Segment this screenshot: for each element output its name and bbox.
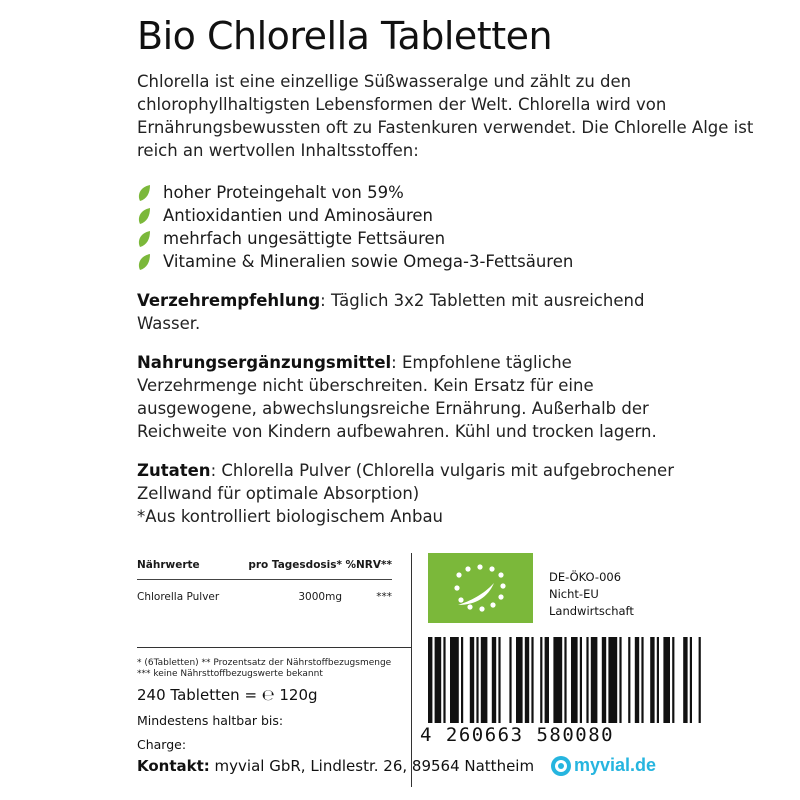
list-item-label: Vitamine & Mineralien sowie Omega-3-Fettsäuren	[163, 252, 574, 271]
best-before-label: Mindestens haltbar bis:	[137, 713, 284, 728]
ingredients-line	[137, 459, 677, 505]
brand-icon	[551, 756, 571, 776]
barcode-icon	[426, 637, 778, 727]
eu-organic-leaf-icon	[428, 553, 533, 623]
leaf-icon	[137, 184, 151, 202]
list-item	[137, 181, 573, 204]
ingredients-label: Zutaten	[137, 461, 211, 480]
brand-logo	[551, 755, 656, 776]
leaf-icon	[137, 230, 151, 248]
contact-line	[137, 757, 534, 775]
ingredients-section	[137, 459, 677, 528]
leaf-icon	[137, 253, 151, 271]
supplement-text: : Empfohlene tägliche Verzehrmenge nicht überschreiten. Kein Ersatz für eine ausgewogene, abwechslungsreiche Ernährung. Außerhalb der Reichweite von Kindern aufbewahren. Kühl und trocken lagern.	[137, 353, 657, 441]
net-quantity: 240 Tabletten = ℮ 120g	[137, 686, 318, 704]
brand-name: myvial.de	[574, 755, 657, 775]
cert-agriculture: Landwirtschaft	[549, 604, 634, 618]
header-daily-dose: pro Tagesdosis*	[248, 559, 342, 571]
nutrition-table	[137, 555, 392, 614]
footnote-2: *** keine Nährsttoffbezugswerte bekannt	[137, 669, 323, 679]
list-item-label: mehrfach ungesättigte Fettsäuren	[163, 229, 446, 248]
intro-text: Chlorella ist eine einzellige Süßwasseralge und zählt zu den chlorophyllhaltigsten Lebensformen der Welt. Chlorella wird von Ernährungsbewussten oft zu Fastenkuren verwendet. Die Chlorelle Alge ist reich an wertvollen Inhaltsstoffen:	[137, 72, 754, 160]
header-nutrient: Nährwerte	[137, 559, 200, 571]
organic-certification	[549, 569, 634, 620]
ingredients-text: : Chlorella Pulver (Chlorella vulgaris mit aufgebrochener Zellwand für optimale Absorption)	[137, 461, 674, 503]
table-header	[137, 555, 392, 575]
vertical-divider	[411, 553, 412, 787]
table-row	[137, 580, 392, 614]
charge-label: Charge:	[137, 737, 187, 752]
cert-origin: Nicht-EU	[549, 587, 599, 601]
cell-nutrient: Chlorella Pulver	[137, 591, 220, 603]
supplement-notice	[137, 351, 677, 443]
list-item-label: Antioxidantien und Aminosäuren	[163, 206, 434, 225]
usage-text: : Täglich 3x2 Tabletten mit ausreichend Wasser.	[137, 291, 645, 333]
list-item	[137, 227, 573, 250]
cell-nrv: ***	[376, 591, 392, 603]
list-item	[137, 250, 573, 273]
leaf-icon	[137, 207, 151, 225]
contact-label: Kontakt:	[137, 757, 210, 775]
barcode-number: 4 260663 580080	[420, 724, 615, 746]
page-title: Bio Chlorella Tabletten	[137, 14, 553, 58]
list-item-label: hoher Proteingehalt von 59%	[163, 183, 404, 202]
footnote-1: * (6Tabletten) ** Prozentsatz der Nährstoffbezugsmenge	[137, 658, 392, 668]
supplement-label: Nahrungsergänzungsmittel	[137, 353, 392, 372]
list-item	[137, 204, 573, 227]
usage-label: Verzehrempfehlung	[137, 291, 321, 310]
cert-code: DE-ÖKO-006	[549, 570, 622, 584]
cell-daily-dose: 3000mg	[298, 591, 342, 603]
contact-text: myvial GbR, Lindlestr. 26, 89564 Nattheim	[209, 757, 535, 775]
header-nrv: %NRV**	[345, 559, 392, 571]
usage-recommendation	[137, 289, 677, 335]
organic-note: *Aus kontrolliert biologischem Anbau	[137, 507, 444, 526]
horizontal-divider	[137, 647, 411, 648]
benefit-list	[137, 181, 573, 273]
